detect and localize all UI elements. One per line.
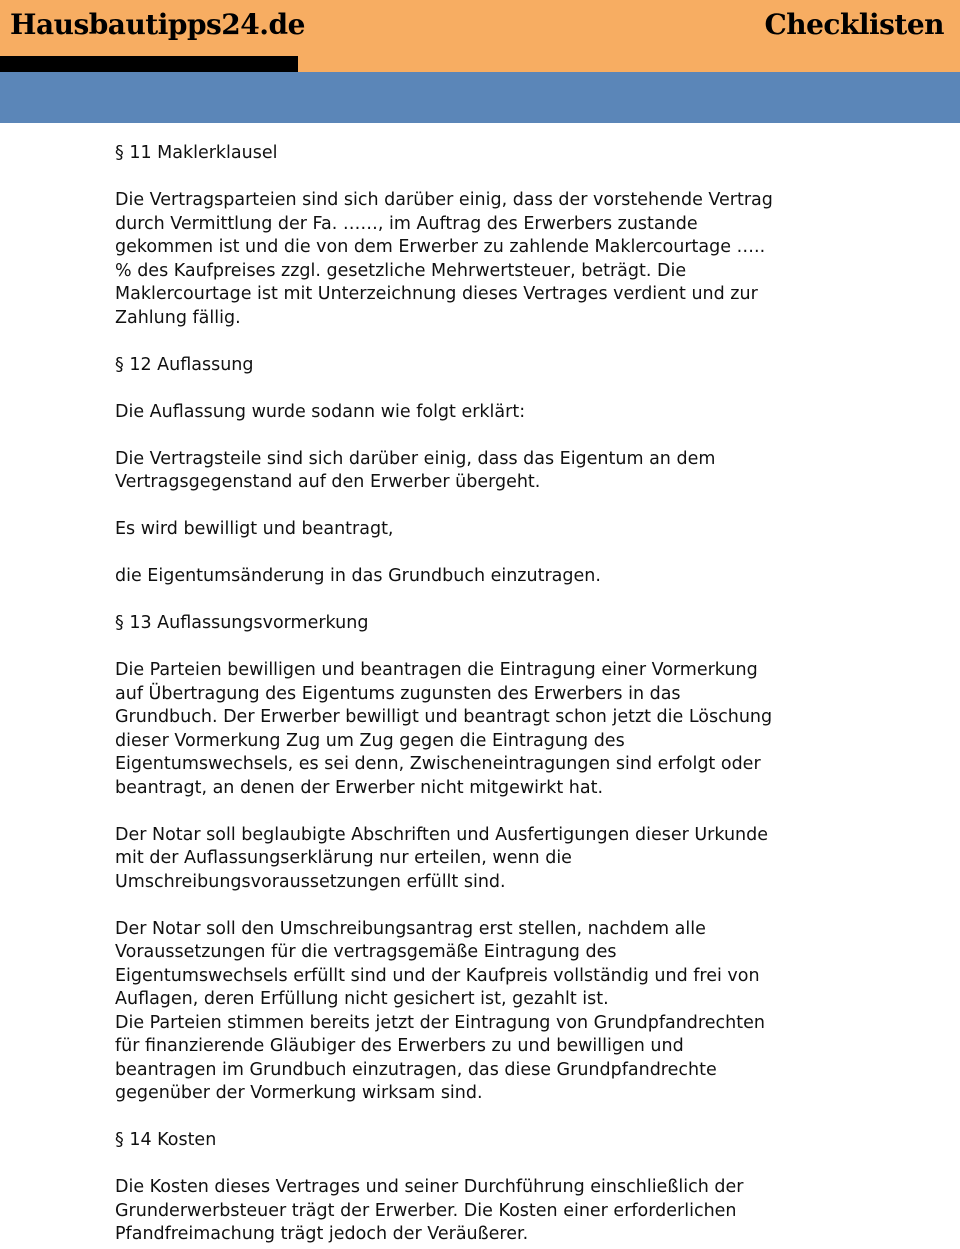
paragraph-auflassung-einigung: Die Vertragsteile sind sich darüber einig, dass das Eigentum an dem Vertragsgegenstand auf den Erwerber übergeht. (115, 448, 716, 492)
section-heading-13: § 13 Auflassungsvormerkung (115, 613, 369, 633)
paragraph-grundpfandrechte: Die Parteien stimmen bereits jetzt der Eintragung von Grundpfandrechten für finanzierende Gläubiger des Erwerbers zu und bewilligen und beantragen im Grundbuch einzutragen, das diese Grundpfandrechte gegenüber der Vormerkung wirksam sind. (115, 1012, 765, 1103)
document-body (115, 142, 855, 1247)
header-accent-bar (0, 56, 298, 72)
paragraph-umschreibungsantrag: Der Notar soll den Umschreibungsantrag erst stellen, nachdem alle Voraussetzungen für die vertragsgemäße Eintragung des Eigentumswechsels erfüllt sind und der Kaufpreis vollständig und frei von Auflagen, deren Erfüllung nicht gesichert ist, gezahlt ist. (115, 918, 760, 1009)
section-heading-11: § 11 Maklerklausel (115, 143, 278, 163)
brand-logo-text: Hausbautipps24.de (10, 8, 305, 41)
paragraph-bewilligung: Es wird bewilligt und beantragt, (115, 519, 394, 539)
paragraph-eigentumsaenderung: die Eigentumsänderung in das Grundbuch einzutragen. (115, 566, 601, 586)
paragraph-maklerklausel: Die Vertragsparteien sind sich darüber einig, dass der vorstehende Vertrag durch Vermittlung der Fa. ……, im Auftrag des Erwerbers zustande gekommen ist und die von dem Erwerber zu zahlende Maklercourtage ….. % des Kaufpreises zzgl. gesetzliche Mehrwertsteuer, beträgt. Die Maklercourtage ist mit Unterzeichnung dieses Vertrages verdient und zur Zahlung fällig. (115, 190, 773, 328)
paragraph-auflassung-intro: Die Auflassung wurde sodann wie folgt erklärt: (115, 401, 526, 422)
section-heading-12: § 12 Auflassung (115, 354, 254, 375)
section-title: Checklisten (764, 8, 944, 41)
section-heading-14: § 14 Kosten (115, 1130, 217, 1150)
header-blue-band (0, 72, 960, 123)
paragraph-kosten: Die Kosten dieses Vertrages und seiner Durchführung einschließlich der Grunderwerbsteuer trägt der Erwerber. Die Kosten einer erforderlichen Pfandfreimachung trägt jedoch der Veräußerer. (115, 1177, 744, 1244)
paragraph-vormerkung: Die Parteien bewilligen und beantragen die Eintragung einer Vormerkung auf Übertragung des Eigentums zugunsten des Erwerbers in das Grundbuch. Der Erwerber bewilligt und beantragt schon jetzt die Löschung dieser Vormerkung Zug um Zug gegen die Eintragung des Eigentumswechsels, es sei denn, Zwischeneintragungen sind erfolgt oder beantragt, an denen der Erwerber nicht mitgewirkt hat. (115, 660, 773, 798)
paragraph-abschriften: Der Notar soll beglaubigte Abschriften und Ausfertigungen dieser Urkunde mit der Auflassungserklärung nur erteilen, wenn die Umschreibungsvoraussetzungen erfüllt sind. (115, 824, 769, 892)
